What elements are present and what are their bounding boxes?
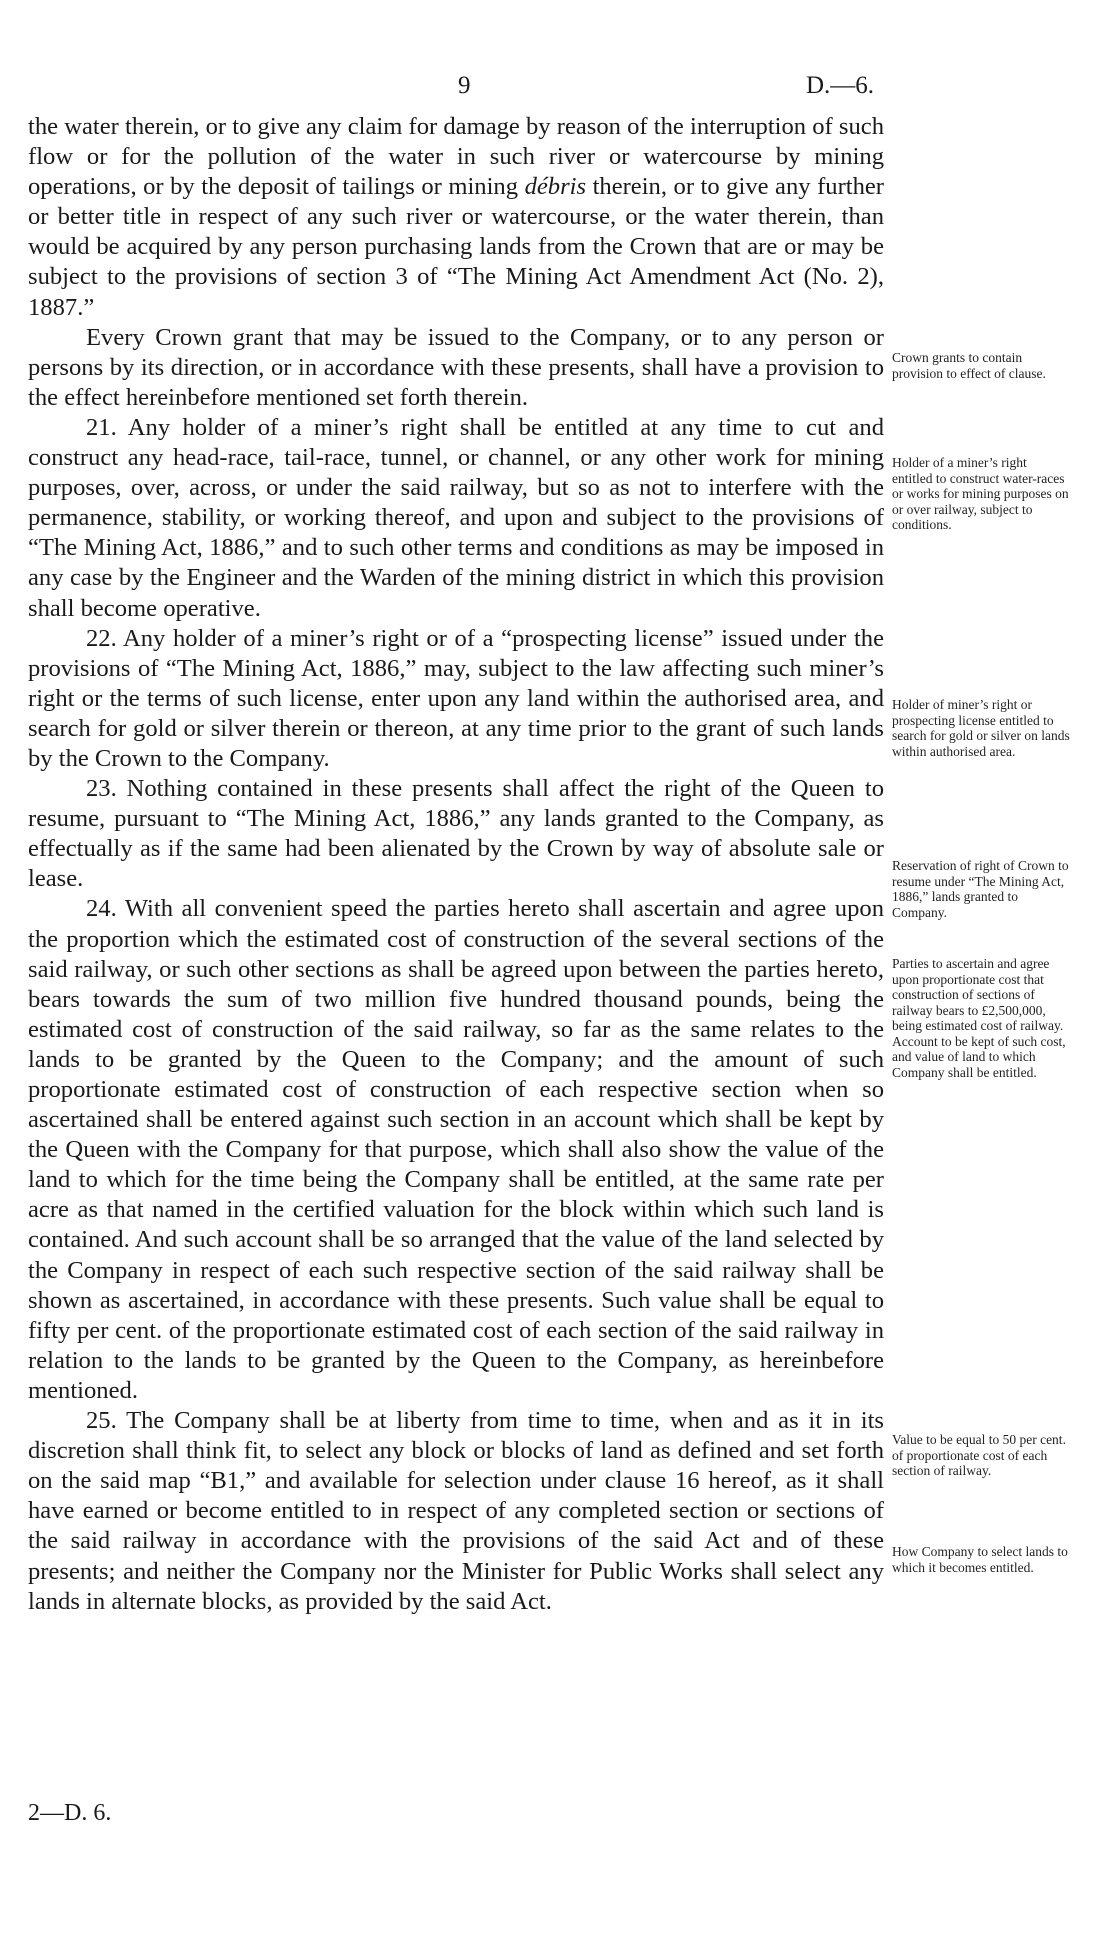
italic-term: débris [524, 173, 587, 201]
document-reference: D.—6. [806, 72, 875, 99]
clause-21: 21. Any holder of a miner’s right shall be entitled at any time to cut and construct any head-race, tail-race, tunnel, or channel, or any other work for mining purposes, over, across, or under the said railway, but so as not to interfere with the permanence, stability, or working thereof, and upon and subject to the provisions of “The Mining Act, 1886,” and to such other terms and conditions as may be imposed in any case by the Engineer and the Warden of the mining district in which this provision shall become operative. [28, 413, 884, 622]
margin-note-clause-25: How Company to select lands to which it becomes entitled. [892, 1544, 1068, 1575]
paragraph-continuation: the water therein, or to give any claim for damage by reason of the interruption of such flow or for the pollution of the water in such river or watercourse by mining operations, or by the deposit of tailings or mining débris therein, or to give any further or better title in respect of any such river or watercourse, or the water therein, than would be acquired by any person purchasing lands from the Crown that are or may be subject to the provisions of section 3 of “The Mining Act Amendment Act (No. 2), 1887.” [28, 113, 884, 321]
body-text [28, 112, 884, 1617]
margin-note-clause-23: Reservation of right of Crown to resume under “The Mining Act, 1886,” lands granted to Company. [892, 858, 1069, 920]
margin-note-value: Value to be equal to 50 per cent. of proportionate cost of each section of railway. [892, 1432, 1066, 1478]
clause-22: 22. Any holder of a miner’s right or of a “prospecting license” issued under the provisions of “The Mining Act, 1886,” may, subject to the law affecting such miner’s right or the terms of such license, enter upon any land within the authorised area, and search for gold or silver therein or thereon, at any time prior to the grant of such lands by the Crown to the Company. [28, 624, 884, 772]
paragraph-crown-grants: Every Crown grant that may be issued to the Company, or to any person or persons by its direction, or in accordance with these presents, shall have a provision to the effect hereinbefore mentioned set forth therein. [28, 323, 884, 411]
printer-signature: 2—D. 6. [28, 1800, 112, 1826]
margin-note-clause-24: Parties to ascertain and agree upon proportionate cost that construction of sections of railway bears to £2,500,000, being estimated cost of railway. Account to be kept of such cost, and value of land to which Company shall be entitled. [892, 956, 1066, 1080]
margin-note-clause-21: Holder of a miner’s right entitled to construct water-races or works for mining purposes on or over railway, subject to conditions. [892, 455, 1069, 532]
margin-note-crown-grants: Crown grants to contain provision to effect of clause. [892, 350, 1046, 381]
clause-23: 23. Nothing contained in these presents shall affect the right of the Queen to resume, pursuant to “The Mining Act, 1886,” any lands granted to the Company, as effectually as if the same had been alienated by the Crown by way of absolute sale or lease. [28, 775, 884, 893]
page-number: 9 [458, 72, 471, 99]
clause-24: 24. With all convenient speed the parties hereto shall ascertain and agree upon the proportion which the estimated cost of construction of the several sections of the said railway, or such other sections as shall be agreed upon between the parties hereto, bears towards the sum of two million five hundred thousand pounds, being the estimated cost of construction of the said railway, so far as the same relates to the lands to be granted by the Queen to the Company; and the amount of such proportionate estimated cost of construction of each respective section when so ascertained shall be entered against such section in an account which shall be kept by the Queen with the Company for that purpose, which shall also show the value of the land to which for the time being the Company shall be entitled, at the same rate per acre as that named in the certified valuation for the block within which such land is contained. And such account shall be so arranged that the value of the land selected by the Company in respect of each such respective section of the said railway shall be shown as ascertained, in accordance with these presents. Such value shall be equal to fifty per cent. of the proportionate estimated cost of each section of the said railway in relation to the lands to be granted by the Queen to the Company, as hereinbefore mentioned. [28, 895, 884, 1404]
page-header [0, 72, 1114, 106]
margin-note-clause-22: Holder of miner’s right or prospecting license entitled to search for gold or silver on lands within authorised area. [892, 697, 1070, 759]
clause-25: 25. The Company shall be at liberty from time to time, when and as it in its discretion shall think fit, to select any block or blocks of land as defined and set forth on the said map “B1,” and available for selection under clause 16 hereof, as it shall have earned or become entitled to in respect of any completed section or sections of the said railway in accordance with the provisions of the said Act and of these presents; and neither the Company nor the Minister for Public Works shall select any lands in alternate blocks, as provided by the said Act. [28, 1407, 884, 1615]
